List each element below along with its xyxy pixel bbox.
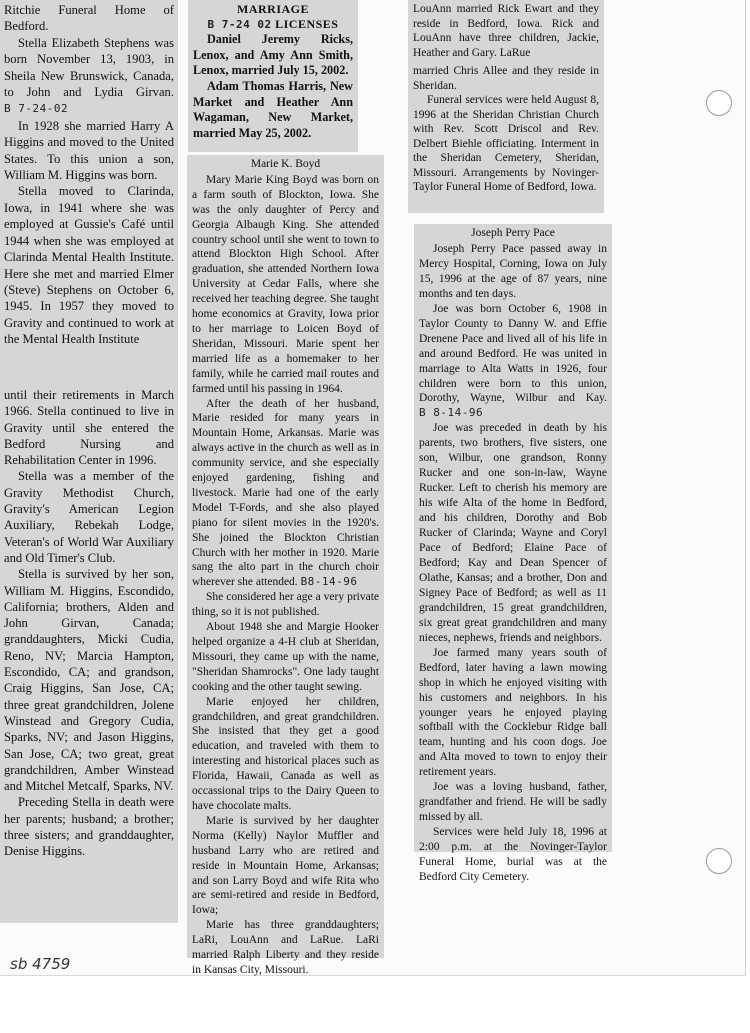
text: Joe was born October 6, 1908 in Taylor County to Danny W. and Effie Drenene Pace and lived all of his life in and around Bedford. He was united in marriage to Alta Watts in 1926, four children were born to this union, Dorothy, Wayne, Wilbur and Kay. xyxy=(419,302,607,405)
paragraph xyxy=(4,35,174,118)
paragraph: Stella was a member of the Gravity Methodist Church, Gravity's American Legion Auxiliary, Rebekah Lodge, Veteran's of World War Auxiliary and Old Timer's Club. xyxy=(4,469,174,565)
paragraph: Joe was preceded in death by his parents, two brothers, five sisters, one son, Wilbur, one grandson, Ronny Rucker and one son-in-law, Wayne Rucker. Left to cherish his memory are his wife Alta of the home in Bedford, and his children, Dorothy and Bob Rucker of Clarinda; Wayne and Coryl Pace of Bedford; Elaine Pace of Bedford; Kay and Dean Spencer of Olathe, Kansas; and a brother, Don and Signey Pace of Bedford; as well as 11 grandchildren, 15 great grandchildren, six great great grandchildren and many nieces, nephews, friends and neighbors. xyxy=(419,422,607,644)
handwritten-date: B 8-14-96 xyxy=(419,406,484,420)
paragraph: In 1928 she married Harry A Higgins and moved to the United States. To this union a son, William M. Higgins was born. xyxy=(4,118,174,183)
pace-obituary xyxy=(414,224,612,883)
license-entry: Daniel Jeremy Ricks, Lenox, and Amy Ann Smith, Lenox, married July 15, 2002. xyxy=(193,32,353,78)
stephens-obituary-part-1 xyxy=(0,0,178,384)
paragraph: LouAnn married Rick Ewart and they reside in Bedford, Iowa. Rick and LouAnn have three children, Jackie, Heather and Gary. LaRue xyxy=(413,3,599,59)
paragraph: Funeral services were held August 8, 1996 at the Sheridan Christian Church with Rev. Scott Driscol and Rev. Delbert Biehle officiating. Interment in the Sheridan Cemetery, Sheridan, Missouri. Arrangements by Novinger-Taylor Funeral Home of Bedford, Iowa. xyxy=(413,94,599,193)
paragraph: Preceding Stella in death were her parents; husband; a brother; three sisters; and granddaughter, Denise Higgins. xyxy=(4,795,174,859)
obituary-heading: Marie K. Boyd xyxy=(250,158,321,170)
boyd-obituary-continued xyxy=(408,0,604,213)
paragraph: Services were held July 18, 1996 at 2:00 p.m. at the Novinger-Taylor Funeral Home, burial was at the Bedford City Cemetery. xyxy=(419,826,607,883)
paragraph xyxy=(419,302,607,422)
paragraph: married Chris Allee and they reside in Sheridan. xyxy=(413,65,599,92)
license-entry: Adam Thomas Harris, New Market and Heather Ann Wagaman, New Market, married May 25, 2002. xyxy=(193,78,353,140)
marriage-licenses-clipping xyxy=(188,0,358,152)
paragraph: Joseph Perry Pace passed away in Mercy Hospital, Corning, Iowa on July 15, 1996 at the age of 87 years, nine months and ten days. xyxy=(419,242,607,300)
stephens-obituary-part-2 xyxy=(0,384,178,923)
marriage-subtitle-row xyxy=(193,17,353,32)
handwritten-date: B 7-24 02 xyxy=(207,18,272,32)
paragraph: Mary Marie King Boyd was born on a farm south of Blockton, Iowa. She was the only daughter of Percy and Georgia Albaugh King. She attended country school until she went to town to attend Blockton High School. After graduation, she attended Northern Iowa University at Cedar Falls, where she received her teaching degree. She taught home economics at Gravity, Iowa prior to her marriage to Loicen Boyd of Sheridan, Missouri. Marie spent her married life as a homemaker to her family, while he carried mail routes and farmed until his passing in 1964. xyxy=(192,173,379,395)
paragraph: Marie has three granddaughters; LaRi, LouAnn and LaRue. LaRi married Ralph Liberty and they reside in Kansas City, Missouri. xyxy=(192,919,379,976)
paragraph xyxy=(192,397,379,591)
boyd-obituary xyxy=(187,155,384,976)
paragraph: Joe was a loving husband, father, grandfather and friend. He will be sadly missed by all. xyxy=(419,781,607,824)
paragraph: until their retirements in March 1966. Stella continued to live in Gravity until she entered the Bedford Nursing and Rehabilitation Center in 1996. xyxy=(4,388,174,468)
marriage-subtitle: LICENSES xyxy=(275,17,339,32)
binder-hole-bottom xyxy=(706,848,732,874)
text: Stella Elizabeth Stephens was born November 13, 1903, in Sheila New Brunswick, Canada, to John and Lydia Girvan. xyxy=(4,35,174,100)
paragraph: She considered her age a very private thing, so it is not published. xyxy=(192,591,379,619)
paragraph: Stella moved to Clarinda, Iowa, in 1941 where she was employed at Gussie's Café until 1944 when she was employed at Clarinda Mental Health Institute. Here she met and married Elmer (Steve) Stephens on October 6, 1945. In 1957 they moved to Gravity and continued to work at the Mental Health Institute xyxy=(4,184,174,347)
paragraph: Marie is survived by her daughter Norma (Kelly) Naylor Muffler and husband Larry who are retired and reside in Mountain Home, Arkansas; and son Larry Boyd and wife Rita who are semi-retired and reside in Bedford, Iowa; xyxy=(192,814,379,917)
handwritten-date: B8-14-96 xyxy=(300,575,358,589)
marriage-title: MARRIAGE xyxy=(237,2,309,16)
text-line: Ritchie Funeral Home of Bedford. xyxy=(4,3,174,34)
text: After the death of her husband, Marie resided for many years in Mountain Home, Arkansas. Marie was always active in the church as well as in community service, and she especially enjoyed gardening, fishing and livestock. Marie had one of the early Model T-Fords, and she also played piano for silent movies in the 1920's. She joined the Blockton Christian Church with her mother in 1920. Marie sang the alto part in the church choir wherever she attended. xyxy=(192,397,379,589)
paragraph: Joe farmed many years south of Bedford, later having a lawn mowing shop in which he enjoyed visiting with his customers and neighbors. In his younger years he enjoyed playing softball with the Cocklebur Ridge ball team, hunting and his coon dogs. Joe and Alta moved to town to enjoy their retirement years. xyxy=(419,646,607,779)
paragraph: About 1948 she and Margie Hooker helped organize a 4-H club at Sheridan, Missouri, they came up with the name, "Sheridan Shamrocks". One lady taught cooking and the other taught sewing. xyxy=(192,621,379,693)
handwritten-date: B 7-24-02 xyxy=(4,102,69,116)
obituary-heading: Joseph Perry Pace xyxy=(471,227,555,239)
binder-hole-top xyxy=(706,90,732,116)
paragraph: Stella is survived by her son, William M. Higgins, Escondido, California; brothers, Alden and John Girvan, Canada; granddaughters, Micki Cudia, Reno, NV; Marcia Hampton, Escondido, CA; and grandson, Craig Higgins, San Jose, CA; three great grandchildren, Jolene Winstead and Gregory Cudia, Sparks, NV; and Jason Higgins, San Jose, CA; two great, great grandchildren, Amber Winstead and Mitchel Metcalf, Sparks, NV. xyxy=(4,567,174,794)
paragraph: Marie enjoyed her children, grandchildren, and great grandchildren. She insisted that they get a good education, and traveled with them to interesting and historical places such as Florida, Hawaii, Canada as well as occassional trips to the Dairy Queen to have chocolate malts. xyxy=(192,695,379,812)
catalog-number-note: sb 4759 xyxy=(10,955,71,973)
